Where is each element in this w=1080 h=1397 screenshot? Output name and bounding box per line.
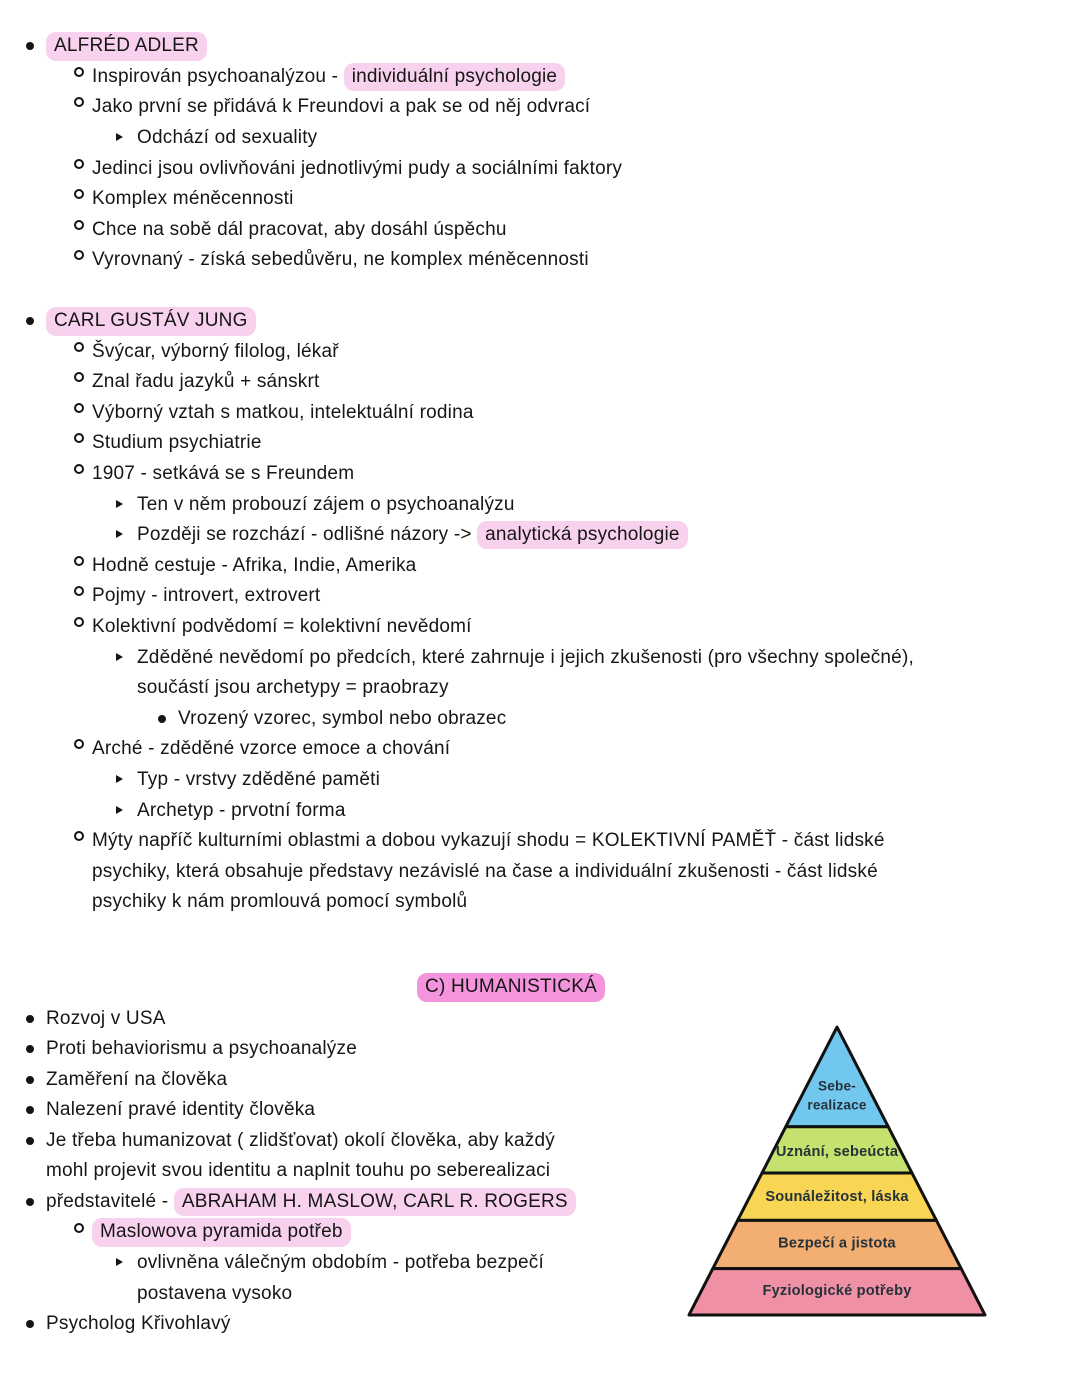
- note-text: Vrozený vzorec, symbol nebo obrazec: [178, 707, 507, 729]
- bullet-dot-icon: [26, 1320, 34, 1328]
- note-line: [0, 642, 1080, 673]
- note-line: [0, 826, 1080, 857]
- note-line: [0, 612, 1080, 643]
- note-text: představitelé - ABRAHAM H. MASLOW, CARL R. ROGERS: [46, 1191, 576, 1213]
- note-text: Studium psychiatrie: [92, 432, 262, 454]
- note-text: Nalezení pravé identity člověka: [46, 1099, 316, 1121]
- note-line: [0, 581, 1080, 612]
- note-line: [0, 153, 1080, 184]
- note-text: Švýcar, výborný filolog, lékař: [92, 340, 339, 362]
- bullet-arrow-icon: [116, 653, 123, 661]
- note-line: [0, 428, 1080, 459]
- bullet-dot-icon: [26, 1045, 34, 1053]
- note-line: [0, 306, 1080, 337]
- note-line: [0, 551, 1080, 582]
- bullet-arrow-icon: [116, 133, 123, 141]
- section-adler: [0, 31, 1080, 276]
- bullet-circle-icon: [74, 67, 84, 77]
- note-text: Psycholog Křivohlavý: [46, 1313, 231, 1335]
- note-text: Zděděné nevědomí po předcích, které zahrnuje i jejich zkušenosti (pro všechny společné),: [137, 646, 914, 668]
- note-text: Výborný vztah s matkou, intelektuální rodina: [92, 401, 474, 423]
- bullet-dot-icon: [26, 317, 34, 325]
- bullet-circle-icon: [74, 433, 84, 443]
- note-line: [0, 215, 1080, 246]
- highlight: individuální psychologie: [344, 63, 566, 91]
- bullet-circle-icon: [74, 403, 84, 413]
- bullet-circle-icon: [74, 617, 84, 627]
- note-line: [0, 520, 1080, 551]
- note-line: [0, 489, 1080, 520]
- note-text: Znal řadu jazyků + sánskrt: [92, 371, 320, 393]
- bullet-dot-icon: [26, 1015, 34, 1023]
- highlight: analytická psychologie: [477, 521, 688, 549]
- highlight: ABRAHAM H. MASLOW, CARL R. ROGERS: [174, 1188, 576, 1216]
- note-text: Odchází od sexuality: [137, 127, 318, 149]
- note-text: psychiky, která obsahuje představy nezávislé na čase a individuální zkušenosti - část lidské: [92, 860, 878, 882]
- bullet-circle-icon: [74, 342, 84, 352]
- bullet-circle-icon: [74, 159, 84, 169]
- note-text: Archetyp - prvotní forma: [137, 799, 346, 821]
- note-text: Arché - zděděné vzorce emoce a chování: [92, 738, 451, 760]
- section-jung: [0, 306, 1080, 918]
- bullet-circle-icon: [74, 189, 84, 199]
- highlight: Maslowova pyramida potřeb: [92, 1218, 351, 1247]
- bullet-dot-icon: [26, 1137, 34, 1145]
- bullet-dot-icon: [26, 1106, 34, 1114]
- bullet-circle-icon: [74, 220, 84, 230]
- note-line: [0, 31, 1080, 62]
- note-text: ovlivněna válečným obdobím - potřeba bezpečí: [137, 1252, 544, 1274]
- note-text: Později se rozchází - odlišné názory -> analytická psychologie: [137, 524, 688, 546]
- bullet-dot-icon: [26, 1076, 34, 1084]
- bullet-arrow-icon: [116, 500, 123, 508]
- note-text: psychiky k nám promlouvá pomocí symbolů: [92, 891, 468, 913]
- pyramid-label-seberealizace-1: Sebe-: [818, 1078, 856, 1094]
- bullet-circle-icon: [74, 586, 84, 596]
- bullet-arrow-icon: [116, 1258, 123, 1266]
- maslow-pyramid-diagram: [686, 1024, 990, 1320]
- note-text: Jako první se přidává k Freundovi a pak se od něj odvrací: [92, 96, 591, 118]
- note-line: [0, 459, 1080, 490]
- section-title-adler: ALFRÉD ADLER: [46, 32, 207, 61]
- note-text: Inspirován psychoanalýzou - individuální psychologie: [92, 66, 565, 88]
- note-line: [0, 734, 1080, 765]
- bullet-arrow-icon: [116, 806, 123, 814]
- note-text: postavena vysoko: [137, 1282, 293, 1304]
- note-line: [0, 245, 1080, 276]
- bullet-circle-icon: [74, 97, 84, 107]
- note-text: Vyrovnaný - získá sebedůvěru, ne komplex méněcennosti: [92, 249, 589, 271]
- note-text: Je třeba humanizovat ( zlidšťovat) okolí člověka, aby každý: [46, 1129, 555, 1151]
- section-title-jung: CARL GUSTÁV JUNG: [46, 307, 256, 336]
- pyramid-label-fyziologicke: Fyziologické potřeby: [762, 1282, 912, 1299]
- note-text: Chce na sobě dál pracovat, aby dosáhl úspěchu: [92, 218, 507, 240]
- note-text: Ten v něm probouzí zájem o psychoanalýzu: [137, 493, 515, 515]
- bullet-circle-icon: [74, 464, 84, 474]
- bullet-dot-icon: [26, 1198, 34, 1206]
- note-line: [0, 765, 1080, 796]
- note-line: [0, 367, 1080, 398]
- note-line: [0, 123, 1080, 154]
- note-line: [0, 92, 1080, 123]
- note-line: [0, 398, 1080, 429]
- note-text: Mýty napříč kulturními oblastmi a dobou vykazují shodu = KOLEKTIVNÍ PAMĚŤ - část lidské: [92, 830, 885, 852]
- maslow-pyramid-svg: [686, 1024, 988, 1318]
- bullet-circle-icon: [74, 250, 84, 260]
- bullet-dot-icon: [26, 42, 34, 50]
- note-line: [0, 795, 1080, 826]
- note-text: Kolektivní podvědomí = kolektivní nevědomí: [92, 615, 472, 637]
- pyramid-label-bezpeci: Bezpečí a jistota: [778, 1235, 896, 1252]
- note-text: Zaměření na člověka: [46, 1068, 228, 1090]
- note-line: [0, 973, 1080, 1004]
- pyramid-label-seberealizace-2: realizace: [807, 1097, 867, 1113]
- pyramid-label-sounalezitost: Sounáležitost, láska: [765, 1189, 909, 1206]
- note-text: mohl projevit svou identitu a naplnit touhu po seberealizaci: [46, 1160, 551, 1182]
- note-text: Rozvoj v USA: [46, 1007, 166, 1029]
- note-line-continuation: [0, 887, 1080, 918]
- bullet-dot-icon: [158, 715, 166, 723]
- note-line-continuation: [0, 856, 1080, 887]
- bullet-circle-icon: [74, 831, 84, 841]
- note-text: Hodně cestuje - Afrika, Indie, Amerika: [92, 554, 417, 576]
- bullet-circle-icon: [74, 556, 84, 566]
- note-line: [0, 336, 1080, 367]
- note-line: [0, 62, 1080, 93]
- note-text: 1907 - setkává se s Freundem: [92, 463, 355, 485]
- note-text: Pojmy - introvert, extrovert: [92, 585, 321, 607]
- note-line: [0, 703, 1080, 734]
- pyramid-label-uznani: Uznání, sebeúcta: [775, 1143, 899, 1160]
- note-text: Proti behaviorismu a psychoanalýze: [46, 1038, 357, 1060]
- note-line-continuation: [0, 673, 1080, 704]
- bullet-circle-icon: [74, 739, 84, 749]
- note-text: Jedinci jsou ovlivňováni jednotlivými pudy a sociálními faktory: [92, 157, 623, 179]
- note-text: Komplex méněcennosti: [92, 188, 294, 210]
- section-title-humanisticka: C) HUMANISTICKÁ: [417, 973, 605, 1002]
- bullet-circle-icon: [74, 372, 84, 382]
- bullet-arrow-icon: [116, 530, 123, 538]
- note-text: Typ - vrstvy zděděné paměti: [137, 768, 381, 790]
- note-line: [0, 184, 1080, 215]
- bullet-arrow-icon: [116, 775, 123, 783]
- note-text: součástí jsou archetypy = praobrazy: [137, 677, 449, 699]
- bullet-circle-icon: [74, 1223, 84, 1233]
